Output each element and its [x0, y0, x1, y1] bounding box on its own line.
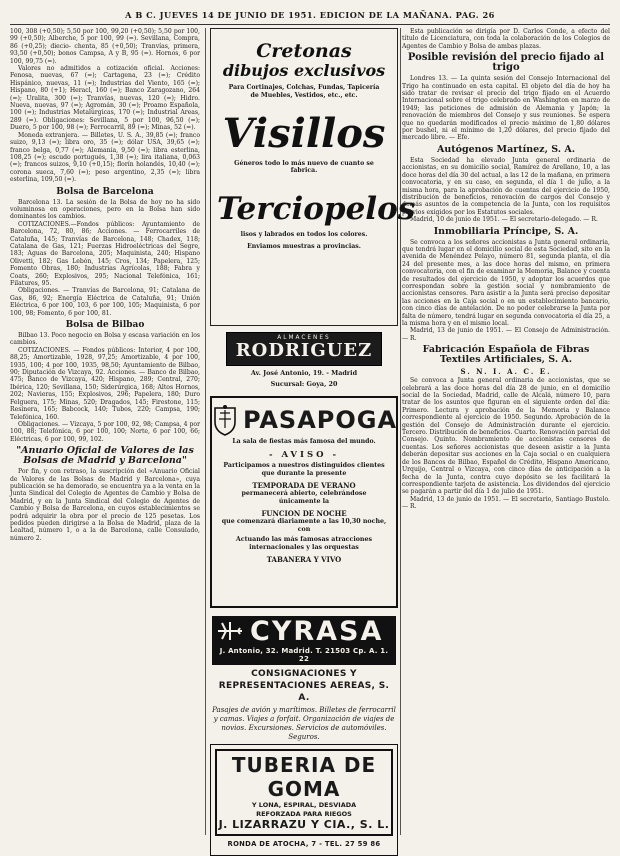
column-finance — [10, 28, 200, 839]
club-name: PASAPOGA — [242, 406, 398, 434]
store-logo — [226, 332, 382, 366]
column-divider — [400, 28, 401, 835]
notice-season: TEMPORADA DE VERANO — [252, 480, 356, 490]
cyrasa-banner — [212, 616, 396, 646]
tuberia-address: RONDA DE ATOCHA, 7 - TEL. 27 59 86 — [227, 840, 381, 848]
column-ads — [210, 28, 416, 848]
article-paragraph: 100, 308 (+0,50); 5,50 por 100, 99,20 (+0,50); 5,50 por 100, 99 (+0,50); Alberche, 5 por 100, 99 (=). Sevillana, Compra, 86 (+0,25); diecio- chenta, 85 (+0,50); Tranvías, primera, 93,50 (+0,50); bonos Campsa, A y B, 95 (=). Hornos, 6 por 100, 99,75 (=). — [10, 28, 200, 65]
notice-text: Actuando las más famosas atracciones internacionales y las orquestas — [235, 536, 373, 552]
ad-cretonas — [210, 28, 416, 326]
tuberia-subtitle: REFORZADA PARA RIEGOS — [256, 809, 352, 818]
article-paragraph: Esta Sociedad ha elevado Junta general ordinaria de accionistas, en su domicilio social, Ramírez de Arellano, 10, a las doce horas del día 30 del actual, a las 12 de la mañana, en primera convocatoria, y en su caso, en segunda, el día 1 de julio, a la misma hora, para la aprobación de cuentas del ejercicio de 1950, distribución de beneficios, renovación de cargos del Consejo y demás asuntos de la competencia de la Junta, con los requisitos previos exigidos por los Estatutos sociales. — [402, 156, 610, 216]
article-paragraph: Se convoca a Junta general ordinaria de accionistas, que se celebrará a las doce horas del día 28 de junio, en el domicilio social de la Sociedad, Madrid, calle de Alcalá, número 10, para tratar de los asuntos que figuran en el siguiente orden del día: Primero. Lectura y aprobación de la Memoria y Balance correspondiente al ejercicio de 1950. Segundo. Aprobación de la gestión del Consejo de Administración durante el ejercicio. Tercero. Distribución de beneficios. Cuarto. Renovación parcial del Consejo. Quinto. Nombramiento de accionistas censores de cuentas. Los señores accionistas que deseen asistir a la Junta deberán depositar sus acciones en la Caja social o en cualquiera de los Bancos de Bilbao, Español de Crédito, Hispano Americano, Urquijo, Central o Vizcaya, con cinco días de anticipación a la fecha de la Junta, contra cuyo depósito se les facilitará la correspondiente tarjeta de asistencia. Los dividendos del ejercicio se pagarán a partir del día 1 de julio de 1951. — [402, 377, 610, 496]
notice-show: FUNCION DE NOCHE — [261, 508, 347, 518]
notice-signature: Madrid, 13 de junio de 1951. — El Consejo de Administración. — R. — [402, 327, 610, 342]
column-notices — [402, 28, 610, 839]
store-label: ALMACENES — [277, 335, 331, 341]
ad-headline: Visillos — [222, 109, 386, 157]
article-paragraph: Valores no admitidos a cotización oficial. Acciones: Fenosa, nuevas, 67 (=); Cartagena, 23 (=); Crédito Hispánico, nuevas, 11 (=); Industrias del Viento, 165 (=); Hispano, 80 (+1); Heracl, 160 (=); Banco Zaragozano, 264 (=); Uralita, 300 (=); Tranvías, nuevas, 120 (=); Hidro. Nueva, nuevas, 97 (=); Agromán, 30 (=); Proamo Española, 100 (=); Industrias Metalúrgicas, 170 (=); Industrial Areas, 289 (=). Obligaciones: Sevillana, 5 por 100, 96,50 (=); Duero, 5 por 100, 98 (=); Ferrocarril, 89 (=); Minas, 52 (=). — [10, 65, 200, 132]
section-title-principe: Inmobiliaria Príncipe, S. A. — [433, 225, 579, 237]
crest-icon — [211, 404, 239, 436]
article-paragraph: Bilbao 13. Poco negocio en Bolsa y escasa variación en los cambios. — [10, 332, 200, 347]
article-paragraph: Se convoca a los señores accionistas a Junta general ordinaria, que tendrá lugar en el domicilio social de esta Sociedad, sito en la avenida de Menéndez Pelayo, número 81, segunda planta, el día 24 del presente mes, a las doce horas del mismo, en primera convocatoria, con el fin de examinar la Memoria, Balance y cuenta de resultados del ejercicio de 1950, y adoptar los acuerdos que correspondan sobre la gestión social y nombramiento de accionistas censores. Para asistir a la Junta será preciso depositar las acciones en la Caja social o en un establecimiento bancario, con cinco días de antelación. De no poder celebrarse la Junta por falta de número, tendrá lugar en segunda convocatoria el día 25, a la misma hora y en el mismo local. — [402, 238, 610, 327]
store-address: Av. José Antonio, 19. - Madrid — [250, 369, 358, 377]
tuberia-subtitle: Y LONA, ESPIRAL, DESVIADA — [251, 801, 357, 809]
article-paragraph: Esta publicación se dirigía por D. Carlos Conde, a efecto del título de Licenciatura, con toda la colaboración de los Colegios de Agentes de Cambio y Bolsa de ambas plazas. — [402, 28, 610, 50]
article-paragraph: Barcelona 13. La sesión de la Bolsa de hoy no ha sido voluminosa en operaciones, pero en la Bolsa han sido dominantes los cambios. — [10, 198, 200, 221]
notice-orchestras: TABANERA Y VIVO — [266, 555, 342, 565]
newspaper-page — [10, 6, 610, 848]
cyrasa-name: CYRASA — [250, 615, 384, 647]
section-title-trigo: Posible revisión del precio fijado al trigo — [407, 52, 605, 74]
tuberia-company: J. LIZARRAZU Y CIA., S. L. — [218, 818, 390, 831]
section-subtitle-fibras: S. N. I. A. C. E. — [460, 367, 552, 377]
section-title-anuario: "Anuario Oficial de Valores de las Bolsas de Madrid y Barcelona" — [16, 445, 194, 467]
ad-cyrasa — [210, 615, 398, 741]
article-paragraph: Por fin, y con retraso, la suscripción del «Anuario Oficial de Valores de las Bolsas de Madrid y Barcelona», cuya publicación se ha demorado, se encuentra ya a la venta en la Junta Sindical del Colegio de Agentes de Cambio y Bolsa de Madrid, y en la Junta Sindical del Colegio de Agentes de Cambio y Bolsa de Barcelona, en cuyos establecimientos se podrá adquirir la obra por el precio de 125 pesetas. Los pedidos pueden dirigirse a la Bolsa de Madrid, plaza de la Lealtad, número 1, o a la de Barcelona, calle Consulado, número 2. — [10, 468, 200, 542]
ad-text: Para Cortinajes, Colchas, Fundas, Tapicería de Muebles, Vestidos, etc., etc. — [228, 84, 380, 99]
store-branch: Sucursal: Goya, 20 — [270, 380, 338, 388]
notice-signature: Madrid, 10 de junio de 1951. — El secretario-delegado. — R. — [410, 216, 598, 224]
article-paragraph: COTIZACIONES.—Fondos públicos: Ayuntamiento de Barcelona, 72, 80, 86; Acciones. — Ferrocarriles de Cataluña, 145; Tranvías de Barcelona, 148; Chadex, 118; Catalana de Gas, 121; Fuerzas Hidroeléctricas del Segre, 183; Aguas de Barcelona, 205; Maquinista, 240; Hispano Olivetti, 182; Gas Lebón, 145; Cros, 134; Papelera, 125; Fomento Obras, 180; Industrias Agrícolas, 188; Fabra y Coats, 260; Explosivos, 295; Nacional Telefónica, 161; Filatures, 95. — [10, 220, 200, 287]
cyrasa-services: CONSIGNACIONES Y REPRESENTACIONES AEREAS, S. A. — [218, 669, 390, 703]
article-paragraph: Obligaciones. — Tranvías de Barcelona, 91; Catalana de Gas, 86, 92; Energía Eléctrica de Cataluña, 91; Unión Eléctrica, 6 por 100, 103, 6 por 100, 105; Maquinista, 6 por 100, 98; Fomento, 6 por 100, 81. — [10, 287, 200, 317]
tuberia-title: TUBERIA DE GOMA — [231, 753, 377, 801]
article-paragraph: Moneda extranjera. — Billetes, U. S. A., 39,85 (=); franco suizo, 9,13 (=); libra oro, 35 (=); dólar USA, 39,65 (=); franco belga, 0,77 (=); Alemania, 9,50 (=); libra esterlina, 108,25 (=); escudo portugués, 1,38 (=); lira italiana, 0,063 (=); francos suizos, 9,10 (+0,15); florín holandés, 10,40 (=); corona sueca, 7,60 (=); peso argentino, 2,35 (=); libra esterlina, 109,50 (=). — [10, 131, 200, 184]
notice-signature: Madrid, 13 de junio de 1951. — El secretario, Santiago Bustelo. — R. — [402, 495, 610, 511]
ad-text: lisos y labrados en todos los colores. — [240, 231, 368, 239]
article-paragraph: Londres 13. — La quinta sesión del Consejo Internacional del Trigo ha continuado en esta capital. El objeto del día de hoy ha sido tratar de revisar el precio del trigo fijado en el Acuerdo Internacional sobre el trigo celebrado en Washington en marzo de 1949; las peticiones de admisión de Alemania y Japón; la renovación de miembros del Consejo y sus reuniones. Se espera que no quedarán modificados el precio máximo de 1,80 dólares por bushel, ni el mínimo de 1,20 dólares, del precio fijado del mercado libre. — Efe. — [402, 75, 610, 142]
ad-headline: Terciopelos — [217, 191, 416, 228]
ad-headline: dibujos exclusivos — [222, 61, 386, 80]
club-tagline: La sala de fiestas más famosa del mundo. — [232, 438, 376, 445]
ad-pasapoga — [210, 396, 398, 608]
ad-headline: Cretonas — [256, 40, 352, 62]
cyrasa-address: J. Antonio, 32. Madrid. T. 21503 Cp. A. 1. 22 — [212, 646, 396, 665]
cyrasa-text: Pasajes de avión y marítimos. Billetes de ferrocarril y camas. Viajes a forfait. Organización de viajes de novios. Excursiones. Servicios de automóviles. Seguros. — [212, 706, 396, 741]
ad-tuberia-goma — [210, 744, 398, 856]
notice-text: Participamos a nuestros distinguidos clientes que durante la presente — [223, 462, 385, 477]
section-title-fibras: Fabricación Española de Fibras Textiles Artificiales, S. A. — [422, 344, 590, 366]
notice-text: permanecerá abierto, celebrándose únicamente la — [241, 489, 367, 505]
column-divider — [205, 28, 206, 835]
section-title-bolsa-bilbao: Bolsa de Bilbao — [65, 320, 145, 331]
section-title-autogenos: Autógenos Martínez, S. A. — [436, 143, 576, 155]
page-header: A B C. JUEVES 14 DE JUNIO DE 1951. EDICION DE LA MAÑANA. PAG. 26 — [10, 6, 610, 25]
notice-text: que comenzará diariamente a las 10,30 noche, con — [221, 517, 387, 533]
store-name: RODRIGUEZ — [235, 340, 373, 361]
article-paragraph: Obligaciones. — Vizcaya, 5 por 100, 92, 98; Campsa, 4 por 100, 88; Telefónica, 6 por 100, 100; Norte, 6 por 100, 66; Eléctricas, 6 por 100, 99, 102. — [10, 420, 200, 443]
section-title-bolsa-barcelona: Bolsa de Barcelona — [56, 186, 154, 197]
notice-heading: - AVISO - — [268, 450, 340, 460]
airplane-icon — [216, 619, 244, 643]
tuberia-box — [215, 749, 393, 836]
ad-text: Géneros todo lo más nuevo de cuanto se fabrica. — [234, 159, 374, 175]
article-paragraph: COTIZACIONES. — Fondos públicos: Interior, 4 por 100, 88,25; Amortizable, 1928, 97,25; Amortizable, 4 por 100, 1935, 100; 4 por 100, 1935, 98,50; Ayuntamiento de Bilbao, 90; Diputación de Vizcaya, 92. Acciones. — Banco de Bilbao, 475; Banco de Vizcaya, 420; Hispano, 289; Central, 270; Ibérica, 120; Sevillana, 150; Siderúrgica, 168; Altos Hornos, 202; Navieras, 155; Explosivos, 296; Papelera, 180; Duro Felguera, 175; Minas, 520; Dragados, 145; Firestone, 115; Resinera, 165; Babcock, 140; Tubos, 220; Campsa, 190; Telefónica, 160. — [10, 346, 200, 421]
ad-text: Enviamos muestras a provincias. — [247, 242, 361, 250]
ad-almacenes-rodriguez — [210, 328, 398, 390]
